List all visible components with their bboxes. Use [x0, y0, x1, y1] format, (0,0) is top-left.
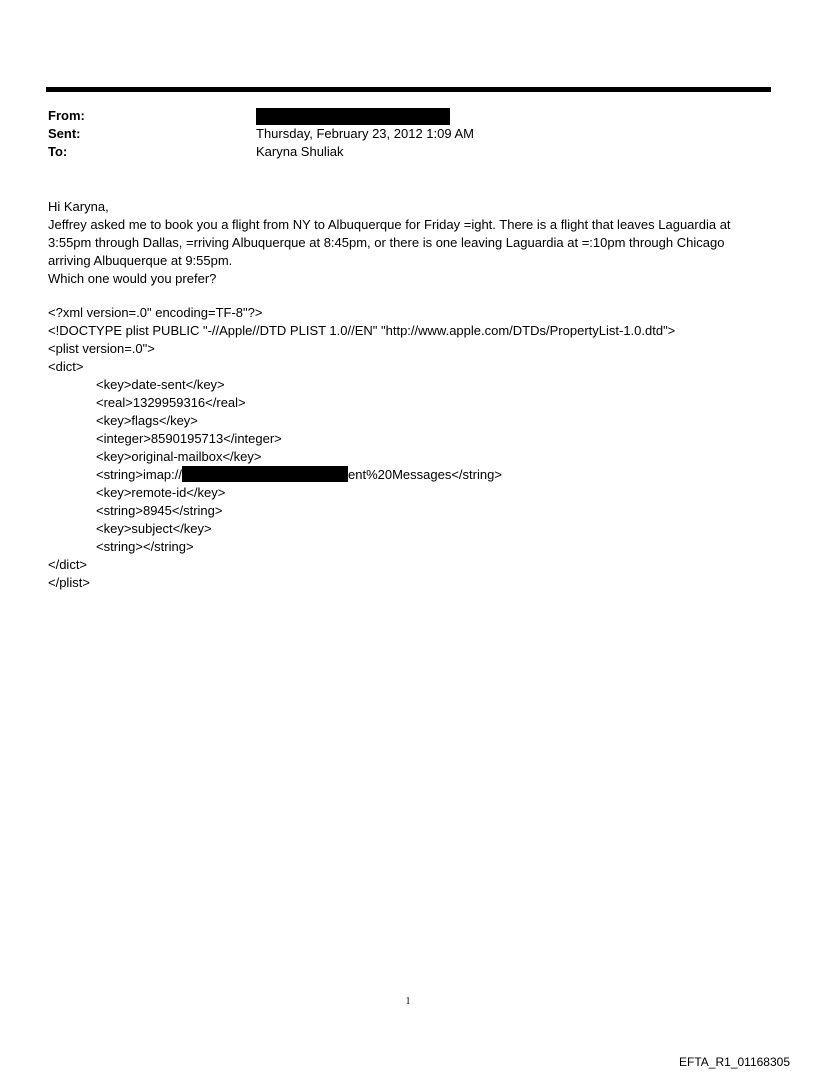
- plist-open: <plist version=.0">: [48, 341, 155, 356]
- key-remote-id: <key>remote-id</key>: [96, 485, 226, 500]
- value-date-sent: <real>1329959316</real>: [96, 395, 246, 410]
- email-header: [48, 107, 768, 161]
- sent-label: Sent:: [48, 126, 81, 141]
- key-date-sent: <key>date-sent</key>: [96, 377, 225, 392]
- greeting: Hi Karyna,: [48, 199, 109, 214]
- page-number: 1: [405, 996, 411, 1007]
- mailbox-prefix: <string>imap://: [96, 467, 182, 482]
- sent-row: [48, 125, 768, 143]
- xml-plist-block: [48, 304, 768, 592]
- body-line: Jeffrey asked me to book you a flight from NY to Albuquerque for Friday =ight. There is a flight that leaves Laguardia at: [48, 217, 731, 232]
- mailbox-suffix: ent%20Messages</string>: [348, 467, 502, 482]
- dict-close: </dict>: [48, 557, 88, 572]
- key-subject: <key>subject</key>: [96, 521, 212, 536]
- document-id: EFTA_R1_01168305: [679, 1055, 790, 1069]
- redaction-box: [256, 108, 450, 125]
- body-line: 3:55pm through Dallas, =rriving Albuquerque at 8:45pm, or there is one leaving Laguardia at =:10pm through Chicago: [48, 235, 725, 250]
- email-body: [48, 198, 768, 288]
- sent-value: Thursday, February 23, 2012 1:09 AM: [256, 126, 474, 141]
- to-row: [48, 143, 768, 161]
- key-original-mailbox: <key>original-mailbox</key>: [96, 449, 262, 464]
- redaction-box: [182, 466, 348, 482]
- value-flags: <integer>8590195713</integer>: [96, 431, 282, 446]
- to-label: To:: [48, 144, 68, 159]
- value-remote-id: <string>8945</string>: [96, 503, 223, 518]
- body-line: arriving Albuquerque at 9:55pm.: [48, 253, 233, 268]
- value-subject: <string></string>: [96, 539, 194, 554]
- xml-declaration: <?xml version=.0" encoding=TF-8"?>: [48, 305, 263, 320]
- dict-open: <dict>: [48, 359, 84, 374]
- header-rule: [46, 87, 771, 92]
- from-row: [48, 107, 768, 125]
- from-label: From:: [48, 108, 85, 123]
- xml-doctype: <!DOCTYPE plist PUBLIC "-//Apple//DTD PLIST 1.0//EN" "http://www.apple.com/DTDs/PropertyList-1.0.dtd">: [48, 323, 676, 338]
- key-flags: <key>flags</key>: [96, 413, 198, 428]
- to-value: Karyna Shuliak: [256, 144, 344, 159]
- plist-close: </plist>: [48, 575, 90, 590]
- body-line: Which one would you prefer?: [48, 271, 217, 286]
- value-original-mailbox: [48, 466, 768, 484]
- from-value: [256, 107, 768, 125]
